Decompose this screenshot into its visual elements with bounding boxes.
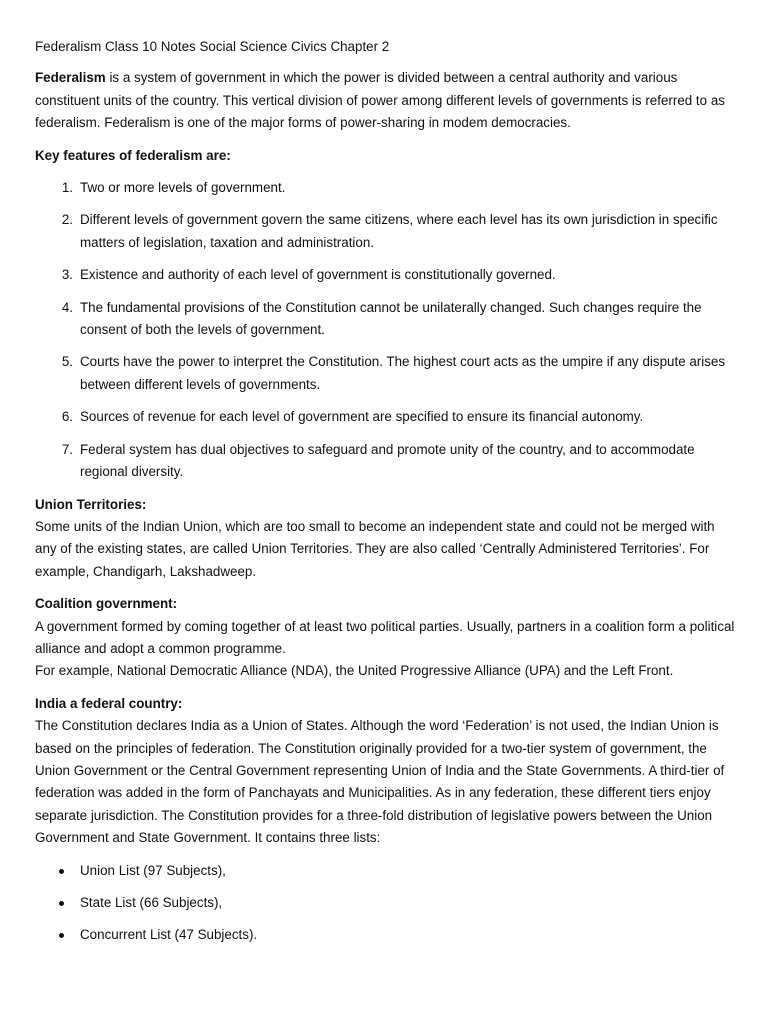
list-number: 6. (61, 409, 73, 425)
union-territories-text: Some units of the Indian Union, which are too small to become an independent state and could not be merged with any of the existing states, are called Union Territories. They are also called ‘Centrally Administered Territories’. For example, Chandigarh, Lakshadweep. (35, 518, 715, 579)
intro-text: is a system of government in which the power is divided between a central authority and various constituent units of the country. This vertical division of power among different levels of governments is referred to as federalism. Federalism is one of the major forms of power-sharing in modem democracies. (35, 70, 725, 131)
intro-term: Federalism (35, 70, 106, 86)
list-item-text: Sources of revenue for each level of government are specified to ensure its financial autonomy. (80, 409, 644, 425)
list-number: 5. (61, 354, 73, 370)
list-item (35, 351, 735, 396)
bullet-icon (59, 933, 64, 938)
list-item (35, 406, 735, 428)
union-territories-section (35, 494, 735, 584)
india-federal-section (35, 693, 735, 850)
list-item (35, 297, 735, 342)
intro-paragraph (35, 67, 735, 134)
list-item (35, 177, 735, 199)
coalition-text: A government formed by coming together of at least two political parties. Usually, partners in a coalition form a political alliance and adopt a common programme. (35, 618, 735, 656)
coalition-section (35, 593, 735, 683)
key-features-list (35, 177, 735, 483)
bullet-icon (59, 901, 64, 906)
list-number: 4. (61, 299, 73, 315)
india-federal-text: The Constitution declares India as a Union of States. Although the word ‘Federation’ is not used, the Indian Union is based on the principles of federation. The Constitution originally provided for a two-tier system of government, the Union Government or the Central Government representing Union of India and the State Governments. A third-tier of federation was added in the form of Panchayats and Municipalities. As in any federation, these different tiers enjoy separate jurisdiction. The Constitution provides for a three-fold distribution of legislative powers between the Union Government and State Government. It contains three lists: (35, 718, 725, 846)
list-number: 3. (61, 267, 73, 283)
list-item-text: Different levels of government govern the same citizens, where each level has its own jurisdiction in specific matters of legislation, taxation and administration. (80, 212, 718, 250)
list-number: 7. (61, 441, 73, 457)
list-item-text: State List (66 Subjects), (80, 895, 223, 910)
list-item-text: Two or more levels of government. (80, 180, 286, 196)
list-item-text: The fundamental provisions of the Constitution cannot be unilaterally changed. Such changes require the consent of both the levels of government. (80, 299, 702, 338)
list-number: 1. (61, 180, 73, 196)
list-item (35, 860, 735, 882)
list-item-text: Union List (97 Subjects), (80, 862, 226, 878)
document-page (35, 36, 735, 957)
list-item (35, 439, 735, 484)
union-territories-heading: Union Territories: (35, 496, 147, 512)
list-item (35, 924, 735, 946)
india-federal-heading: India a federal country: (35, 695, 183, 711)
list-item-text: Courts have the power to interpret the Constitution. The highest court acts as the umpire if any dispute arises between different levels of governments. (80, 354, 726, 392)
list-item (35, 892, 735, 914)
list-item (35, 209, 735, 254)
list-item-text: Existence and authority of each level of government is constitutionally governed. (80, 267, 556, 283)
coalition-heading: Coalition government: (35, 596, 178, 612)
list-item (35, 264, 735, 286)
coalition-example: For example, National Democratic Alliance (NDA), the United Progressive Alliance (UPA) and the Left Front. (35, 663, 674, 679)
list-number: 2. (61, 212, 73, 228)
list-item-text: Concurrent List (47 Subjects). (80, 927, 258, 943)
page-title: Federalism Class 10 Notes Social Science Civics Chapter 2 (35, 39, 390, 54)
legislative-lists (35, 860, 735, 947)
list-item-text: Federal system has dual objectives to safeguard and promote unity of the country, and to accommodate regional diversity. (80, 441, 695, 480)
key-features-heading: Key features of federalism are: (35, 147, 231, 163)
bullet-icon (59, 869, 64, 874)
